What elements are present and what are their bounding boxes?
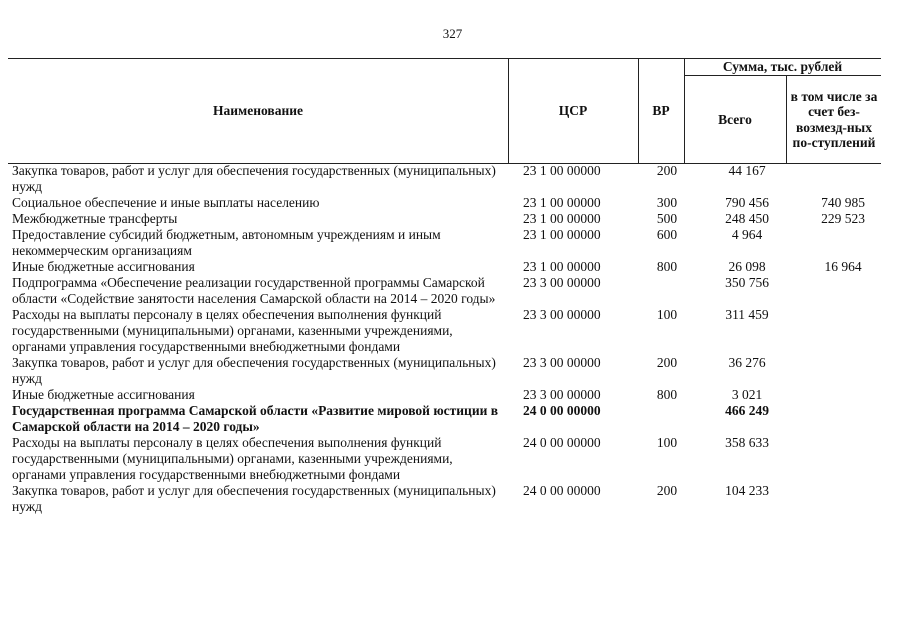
row-incl: 229 523 [821,211,865,226]
row-name: Расходы на выплаты персоналу в целях обеспечения выполнения функций государственными (муниципальными) органами, казенными учреждениями, органами управления государственными внебюджетными фондами [12,435,453,482]
row-incl: 16 964 [824,259,862,274]
row-vr: 300 [656,195,678,210]
table-row [8,355,881,387]
row-name: Предоставление субсидий бюджетным, автономным учреждениям и иным некоммерческим организациям [12,227,441,258]
row-vr: 100 [656,435,678,450]
row-name: Подпрограмма «Обеспечение реализации государственной программы Самарской области «Содействие занятости населения Самарской области на 2014 – 2020 годы» [12,275,496,306]
table-row [8,227,881,259]
row-csr: 24 0 00 00000 [523,435,601,450]
row-total: 26 098 [728,259,766,274]
header-total: Всего [718,111,752,127]
row-total: 466 249 [725,403,769,418]
row-csr: 23 1 00 00000 [523,211,601,226]
header-csr: ЦСР [558,103,588,119]
row-total: 36 276 [728,355,766,370]
row-name: Закупка товаров, работ и услуг для обеспечения государственных (муниципальных) нужд [12,355,496,386]
row-csr: 23 1 00 00000 [523,195,601,210]
row-name: Расходы на выплаты персоналу в целях обеспечения выполнения функций государственными (муниципальными) органами, казенными учреждениями, органами управления государственными внебюджетными фондами [12,307,453,354]
row-vr: 200 [656,163,678,178]
row-csr: 23 1 00 00000 [523,259,601,274]
row-total: 790 456 [725,195,769,210]
header-sum: Сумма, тыс. рублей [722,59,843,75]
row-name: Закупка товаров, работ и услуг для обеспечения государственных (муниципальных) нужд [12,163,496,194]
row-total: 44 167 [728,163,766,178]
table-row [8,259,881,275]
row-total: 350 756 [725,275,769,290]
header-divider [786,76,787,163]
row-name: Государственная программа Самарской области «Развитие мировой юстиции в Самарской области на 2014 – 2020 годы» [12,403,499,434]
table-row [8,403,881,435]
table-row [8,211,881,227]
row-csr: 23 1 00 00000 [523,163,601,178]
row-vr: 100 [656,307,678,322]
header-name: Наименование [213,103,303,119]
table-header [8,58,881,164]
row-csr: 23 3 00 00000 [523,307,601,322]
row-vr: 600 [656,227,678,242]
row-vr: 200 [656,355,678,370]
row-vr: 500 [656,211,678,226]
table-row [8,435,881,483]
row-total: 104 233 [725,483,769,498]
row-total: 311 459 [725,307,769,322]
table-row [8,275,881,307]
row-vr: 800 [656,387,678,402]
table-row [8,387,881,403]
row-csr: 23 3 00 00000 [523,387,601,402]
row-vr: 200 [656,483,678,498]
table-body [8,163,881,515]
table-row [8,307,881,355]
row-name: Иные бюджетные ассигнования [12,259,195,274]
row-name: Межбюджетные трансферты [12,211,178,226]
table-row [8,163,881,195]
row-csr: 23 3 00 00000 [523,275,601,290]
row-incl: 740 985 [821,195,865,210]
header-incl: в том числе за счет без-возмезд-ных по-ступлений [790,88,878,150]
row-csr: 23 1 00 00000 [523,227,601,242]
row-total: 3 021 [731,387,763,402]
row-csr: 24 0 00 00000 [523,483,601,498]
row-csr: 24 0 00 00000 [523,403,601,418]
row-total: 248 450 [725,211,769,226]
page-number: 327 [442,26,463,41]
row-total: 4 964 [731,227,763,242]
row-total: 358 633 [725,435,769,450]
row-csr: 23 3 00 00000 [523,355,601,370]
row-name: Иные бюджетные ассигнования [12,387,195,402]
row-vr: 800 [656,259,678,274]
row-name: Закупка товаров, работ и услуг для обеспечения государственных (муниципальных) нужд [12,483,496,514]
row-name: Социальное обеспечение и иные выплаты населению [12,195,320,210]
header-vr: ВР [652,103,670,119]
table-row [8,483,881,515]
table-row [8,195,881,211]
